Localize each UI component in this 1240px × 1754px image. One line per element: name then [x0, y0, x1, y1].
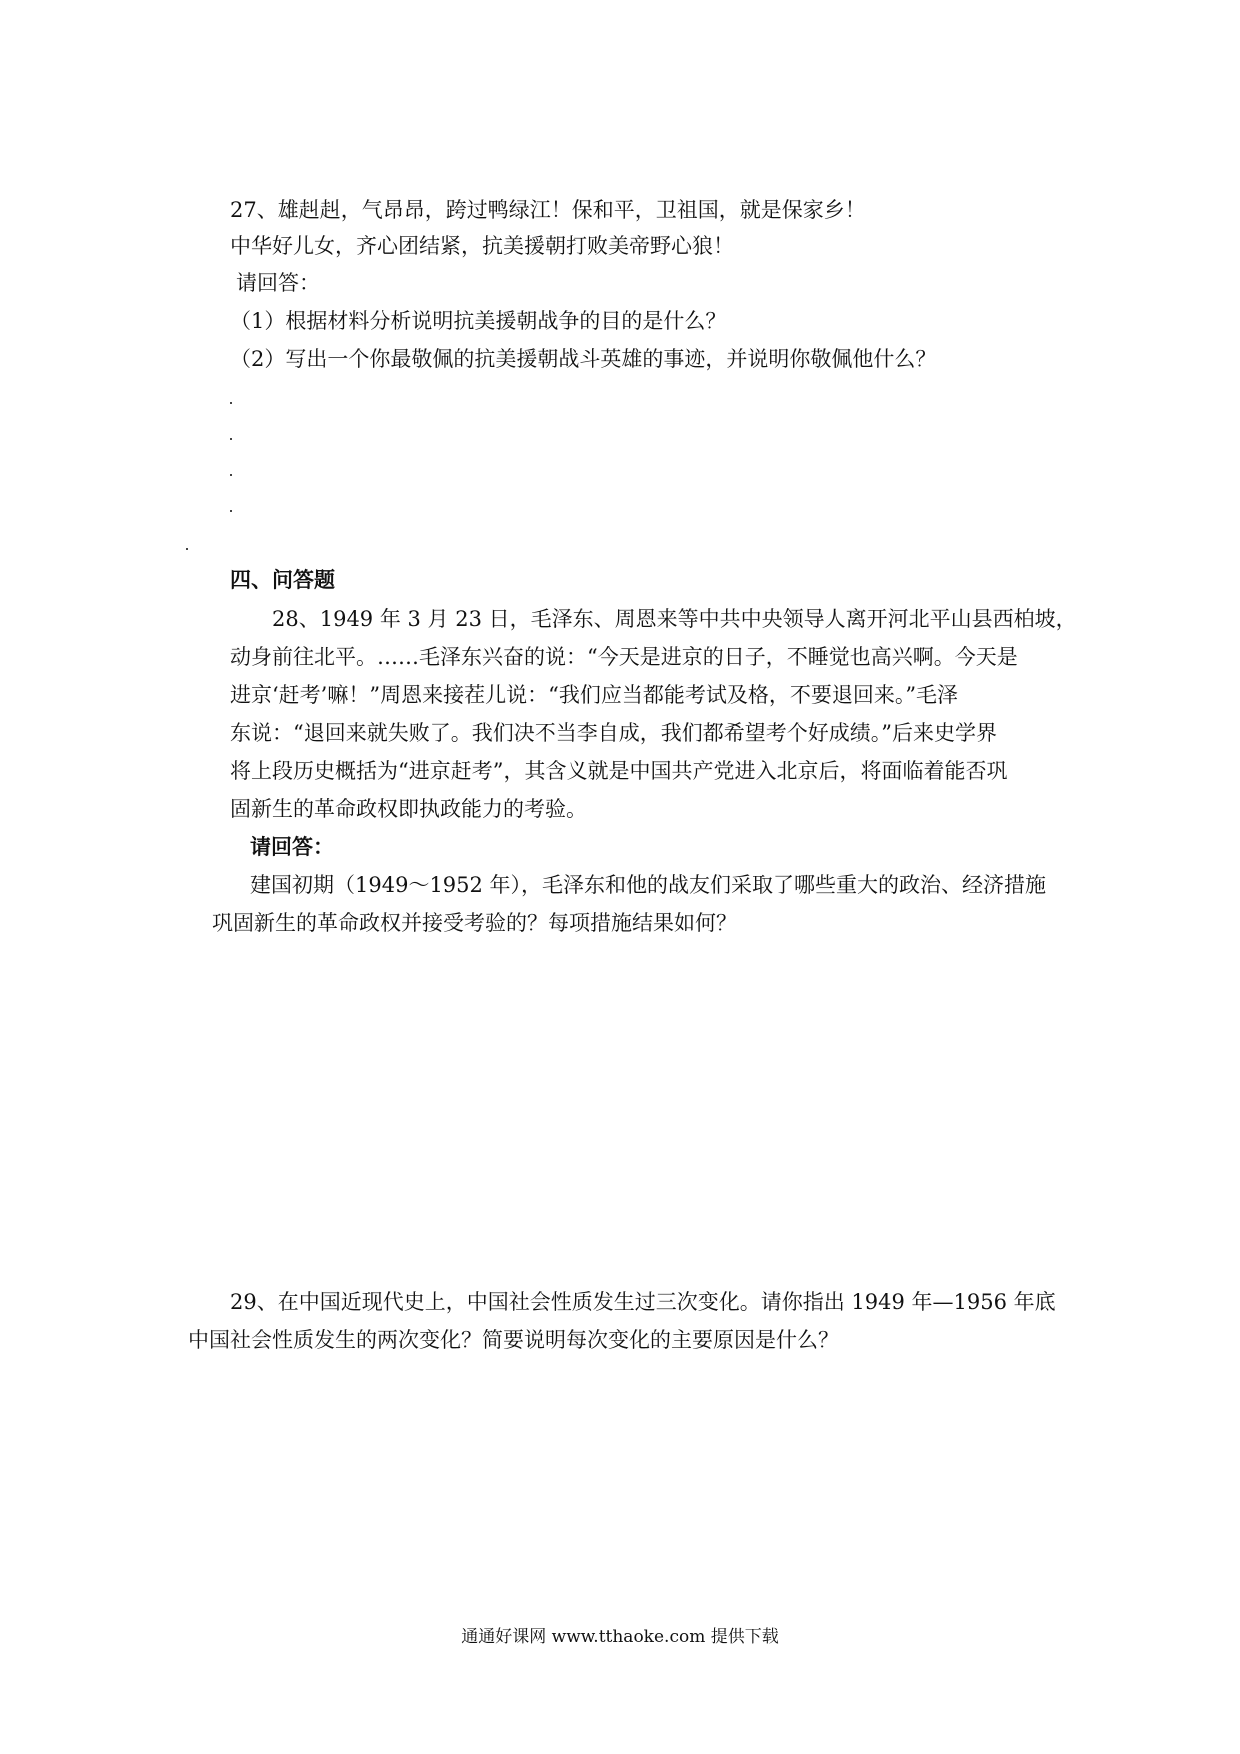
q27-prompt: 请回答：: [236, 271, 320, 295]
scan-dot: [230, 402, 232, 404]
q29-line-2: 中国社会性质发生的两次变化？简要说明每次变化的主要原因是什么？: [188, 1328, 839, 1352]
q28-line-3: 进京‘赶考’嘛！”周恩来接茬儿说：“我们应当都能考试及格，不要退回来。”毛泽: [230, 683, 959, 707]
q28-question-line-1: 建国初期（1949～1952 年），毛泽东和他的战友们采取了哪些重大的政治、经济措施: [250, 873, 1047, 897]
scan-dot: [186, 548, 188, 550]
section-heading: 四、问答题: [230, 567, 335, 592]
scan-dot: [230, 438, 232, 440]
q27-line-2: 中华好儿女，齐心团结紧，抗美援朝打败美帝野心狼！: [230, 234, 734, 258]
q29-line-1: 29、在中国近现代史上，中国社会性质发生过三次变化。请你指出 1949 年—1956 年底: [230, 1290, 1056, 1314]
q28-line-2: 动身前往北平。……毛泽东兴奋的说：“今天是进京的日子，不睡觉也高兴啊。今天是: [230, 645, 1018, 669]
scan-dot: [230, 510, 232, 512]
footer-download-notice: 通通好课网 www.tthaoke.com 提供下载: [461, 1627, 779, 1647]
q28-line-5: 将上段历史概括为“进京赶考”，其含义就是中国共产党进入北京后，将面临着能否巩: [230, 759, 1008, 783]
q28-line-1: 28、1949 年 3 月 23 日，毛泽东、周恩来等中共中央领导人离开河北平山县西柏坡，: [272, 607, 1077, 631]
q27-subquestion-2: （2）写出一个你最敬佩的抗美援朝战斗英雄的事迹，并说明你敬佩他什么？: [230, 347, 937, 371]
q28-line-4: 东说：“退回来就失败了。我们决不当李自成，我们都希望考个好成绩。”后来史学界: [230, 721, 997, 745]
q28-prompt: 请回答：: [250, 834, 334, 859]
q28-question-line-2: 巩固新生的革命政权并接受考验的？每项措施结果如何？: [212, 911, 737, 935]
q27-line-1: 27、雄赳赳，气昂昂，跨过鸭绿江！保和平，卫祖国，就是保家乡！: [230, 198, 866, 222]
q28-line-6: 固新生的革命政权即执政能力的考验。: [230, 797, 587, 821]
q27-subquestion-1: （1）根据材料分析说明抗美援朝战争的目的是什么？: [230, 309, 727, 333]
scan-dot: [230, 474, 232, 476]
